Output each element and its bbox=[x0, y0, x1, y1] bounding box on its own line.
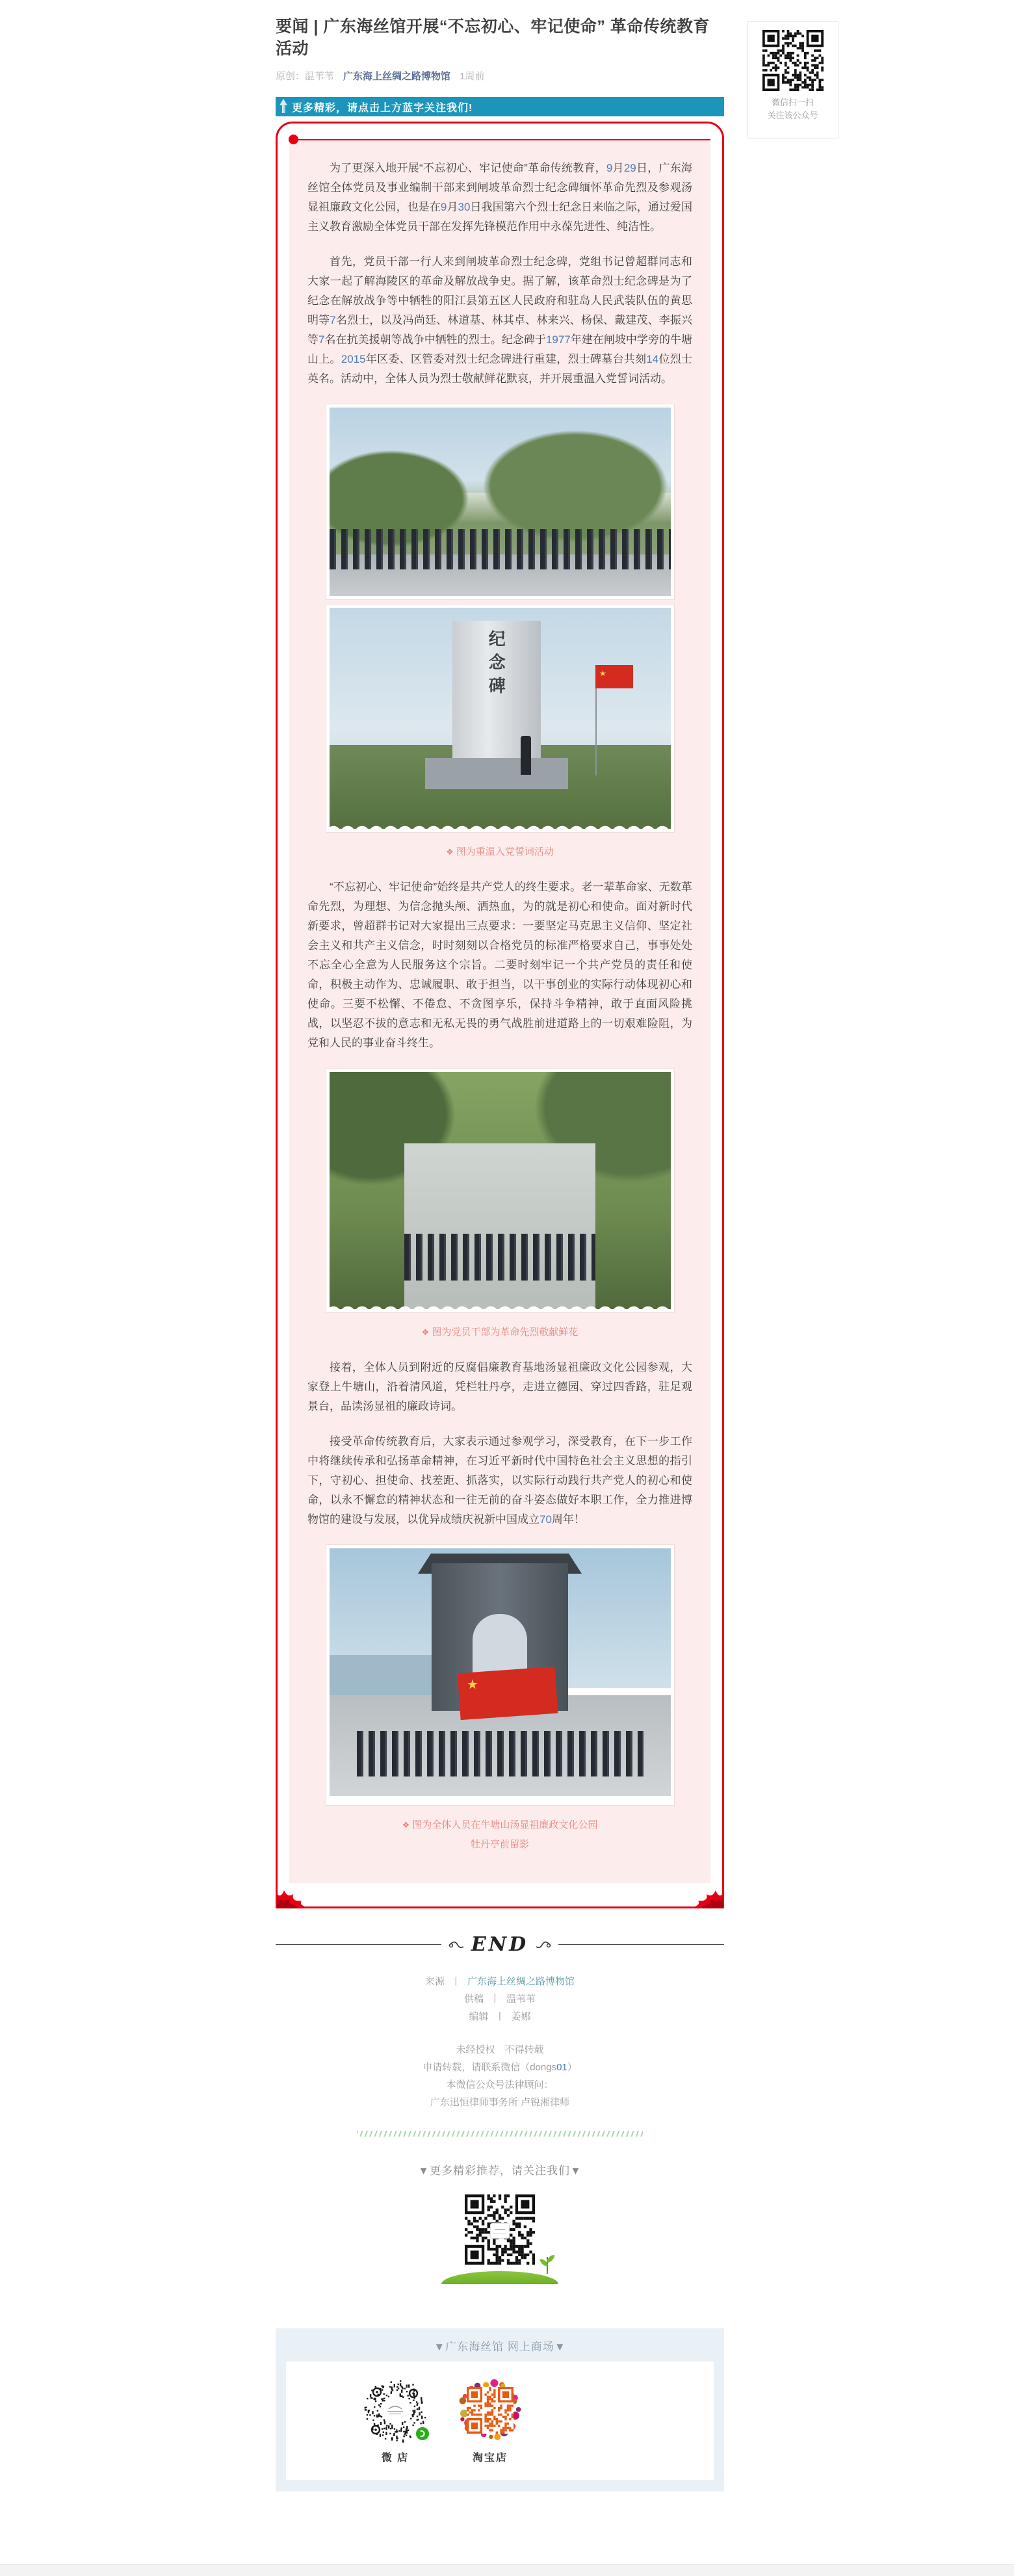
caption-text: 图为全体人员在牛塘山汤显祖廉政文化公园 bbox=[412, 1819, 598, 1830]
article-content-panel bbox=[289, 139, 710, 1883]
photo-caption-3-line1 bbox=[307, 1817, 692, 1834]
photo-group-at-memorial-steps[interactable] bbox=[326, 404, 674, 599]
paragraph-2: 首先，党员干部一行人来到闸坡革命烈士纪念碑，党组书记曾超群同志和大家一起了解海陵区的革命及解放战争史。据了解，该革命烈士纪念碑是为了纪念在解放战争等中牺牲的阳江县第五区人民政府和驻岛人民武装队伍的黄思明等7名烈士，以及冯尚廷、林道基、林其卓、林来兴、杨保、戴建茂、李振兴等7名在抗美援朝等战争中牺牲的烈士。纪念碑于1977年建在闸坡中学旁的牛塘山上。2015年区委、区管委对烈士纪念碑进行重建，烈士碑墓台共刻14位烈士英名。活动中，全体人员为烈士敬献鲜花默哀，并开展重温入党誓词活动。 bbox=[307, 255, 693, 385]
scallop-edge-decoration bbox=[326, 820, 674, 832]
monument-inscription: 纪念碑 bbox=[486, 630, 506, 701]
credit-value: 温苇苇 bbox=[506, 1994, 536, 2005]
photo-stairs-path bbox=[404, 1143, 595, 1310]
shop-item-label: 微 店 bbox=[381, 2452, 410, 2464]
credit-separator: 丨 bbox=[489, 1994, 500, 2005]
corner-dot-decoration bbox=[289, 135, 298, 144]
credit-label: 编辑 bbox=[469, 2011, 489, 2022]
qr-tip-line1: 微信扫一扫 bbox=[771, 98, 814, 107]
caption-text: 图为重温入党誓词活动 bbox=[456, 846, 554, 857]
shop-section-title: ▼广东海丝馆 网上商场▼ bbox=[434, 2341, 566, 2353]
taobao-shop-item[interactable] bbox=[458, 2378, 523, 2464]
photo-caption-3-line2 bbox=[307, 1836, 692, 1853]
credits-block bbox=[276, 1973, 724, 2025]
flower-corner-decoration bbox=[688, 1886, 724, 1908]
end-divider bbox=[276, 1933, 724, 1956]
photo-sea bbox=[330, 1655, 446, 1695]
follow-banner bbox=[276, 97, 724, 116]
online-shop-section bbox=[276, 2328, 724, 2491]
credit-label: 来源 bbox=[424, 1976, 445, 1987]
red-party-flag bbox=[458, 1667, 558, 1720]
paragraph-5: 接受革命传统教育后，大家表示通过参观学习，深受教育，在下一步工作中将继续传承和弘扬革命精神，在习近平新时代中国特色社会主义思想的指引下，守初心、担使命、找差距、抓落实，以实际行动践行共产党人的初心和使命，以永不懈怠的精神状态和一往无前的奋斗姿态做好本职工作，全力推进博物馆的建设与发展，以优异成绩庆祝新中国成立70周年！ bbox=[307, 1435, 692, 1526]
notice-line: 申请转载，请联系微信（dongs01） bbox=[422, 2062, 577, 2073]
credit-contributor bbox=[276, 1990, 724, 2008]
credit-separator: 丨 bbox=[495, 2011, 505, 2022]
caption-text: 牡丹亭前留影 bbox=[470, 1839, 529, 1850]
caption-text: 图为党员干部为革命先烈敬献鲜花 bbox=[432, 1327, 578, 1338]
original-tag: 原创：温苇苇 bbox=[276, 71, 335, 82]
footer-qr-block bbox=[276, 2194, 724, 2292]
scallop-edge-decoration bbox=[326, 1301, 674, 1312]
taobao-inner-qr bbox=[467, 2387, 514, 2434]
page-title: 要闻 | 广东海丝馆开展“不忘初心、牢记使命” 革命传统教育活动 bbox=[276, 18, 710, 58]
flag-star-icon: ★ bbox=[599, 669, 606, 679]
photo-people-row bbox=[357, 1731, 644, 1776]
diamond-marker-icon: ❖ bbox=[402, 1820, 410, 1830]
taobao-qr-code[interactable] bbox=[458, 2378, 523, 2443]
byline bbox=[276, 69, 724, 83]
photo-frame-band bbox=[326, 1796, 674, 1805]
page-bottom-strip bbox=[0, 2564, 1014, 2576]
plant-sprout-decoration bbox=[547, 2257, 548, 2274]
qr-center-logo bbox=[490, 2223, 510, 2239]
diamond-marker-icon: ❖ bbox=[421, 1327, 430, 1337]
divider-line bbox=[276, 1944, 441, 1945]
monument-base bbox=[425, 758, 569, 789]
credit-label: 供稿 bbox=[463, 1994, 484, 2005]
credit-source bbox=[276, 1973, 724, 1990]
banner-text: 更多精彩，请点击上方蓝字关注我们! bbox=[292, 102, 473, 114]
grass-hill-decoration bbox=[441, 2271, 558, 2284]
swirl-decoration bbox=[448, 1940, 465, 1950]
photo-person bbox=[521, 736, 531, 775]
photo-people-row bbox=[404, 1234, 595, 1281]
paragraph-1: 为了更深入地开展“不忘初心、牢记使命”革命传统教育，9月29日，广东海丝馆全体党员及事业编制干部来到闸坡革命烈士纪念碑缅怀革命先烈及参观汤显祖廉政文化公园，也是在9月30日我国第六个烈士纪念日来临之际，通过爱国主义教育激励全体党员干部在发挥先锋模范作用中永葆先进性、纯洁性。 bbox=[307, 162, 693, 233]
photo-people-row bbox=[330, 529, 671, 569]
mini-program-icon bbox=[415, 2426, 430, 2441]
reprint-notice-block bbox=[276, 2041, 724, 2111]
credit-editor bbox=[276, 2008, 724, 2025]
weidian-qr-code[interactable] bbox=[363, 2378, 428, 2443]
account-link[interactable]: 广东海上丝绸之路博物馆 bbox=[343, 71, 451, 82]
credit-value: 姜娜 bbox=[511, 2011, 531, 2022]
shop-item-label: 淘宝店 bbox=[472, 2452, 508, 2464]
credit-separator: 丨 bbox=[450, 1976, 461, 1987]
flag-star-icon: ★ bbox=[467, 1678, 478, 1693]
photo-memorial-monument[interactable] bbox=[326, 605, 674, 832]
photo-group-at-pavilion-gate[interactable] bbox=[326, 1545, 674, 1805]
photo-caption-1 bbox=[307, 844, 692, 861]
article-body-frame bbox=[276, 122, 724, 1908]
publish-time: 1周前 bbox=[460, 71, 485, 82]
end-label: END bbox=[471, 1933, 529, 1956]
notice-line: 未经授权 不得转载 bbox=[456, 2044, 544, 2055]
green-hatch-divider bbox=[357, 2131, 643, 2137]
photo-caption-2 bbox=[307, 1324, 692, 1341]
wechat-qr-code bbox=[762, 30, 824, 91]
paragraph-4: 接着，全体人员到附近的反腐倡廉教育基地汤显祖廉政文化公园参观，大家登上牛塘山，沿着清风道，凭栏牡丹亭，走进立德园、穿过四香路，驻足观景台，品读汤显祖的廉政诗词。 bbox=[307, 1361, 692, 1412]
divider-line bbox=[558, 1944, 724, 1945]
qr-tip-line2: 关注该公众号 bbox=[767, 111, 818, 120]
flower-corner-decoration bbox=[276, 1886, 312, 1908]
arrow-up-icon bbox=[280, 99, 288, 114]
paragraph-3: “不忘初心、牢记使命”始终是共产党人的终生要求。老一辈革命家、无数革命先烈，为理想、为信念抛头颅、洒热血，为的就是初心和使命。面对新时代新要求，曾超群书记对大家提出三点要求：一要坚定马克思主义信仰、坚定社会主义和共产主义信念，时时刻刻以合格党员的标准严格要求自己，事事处处不忘全心全意为人民服务这个宗旨。二要时刻牢记一个共产党员的责任和使命，积极主动作为、忠诚履职、敢于担当，以干事创业的实际行动体现初心和使命。三要不松懈、不倦怠、不贪图享乐，保持斗争精神，敢于直面风险挑战，以坚忍不拔的意志和无私无畏的勇气战胜前进道路上的一切艰难险阻，为党和人民的事业奋斗终生。 bbox=[307, 881, 692, 1049]
follow-qr-card bbox=[747, 21, 838, 138]
follow-prompt: ▼更多精彩推荐，请关注我们▼ bbox=[418, 2165, 582, 2177]
swirl-decoration bbox=[535, 1940, 552, 1950]
notice-line: 广东迅恒律师事务所 卢锐湘律师 bbox=[430, 2097, 570, 2108]
diamond-marker-icon: ❖ bbox=[446, 847, 454, 857]
notice-line: 本微信公众号法律顾问： bbox=[446, 2079, 554, 2090]
photo-walking-up-stairs[interactable] bbox=[326, 1069, 674, 1312]
weidian-shop-item[interactable] bbox=[363, 2378, 428, 2464]
shop-panel bbox=[286, 2361, 714, 2480]
credit-value: 广东海上丝绸之路博物馆 bbox=[467, 1976, 575, 1987]
